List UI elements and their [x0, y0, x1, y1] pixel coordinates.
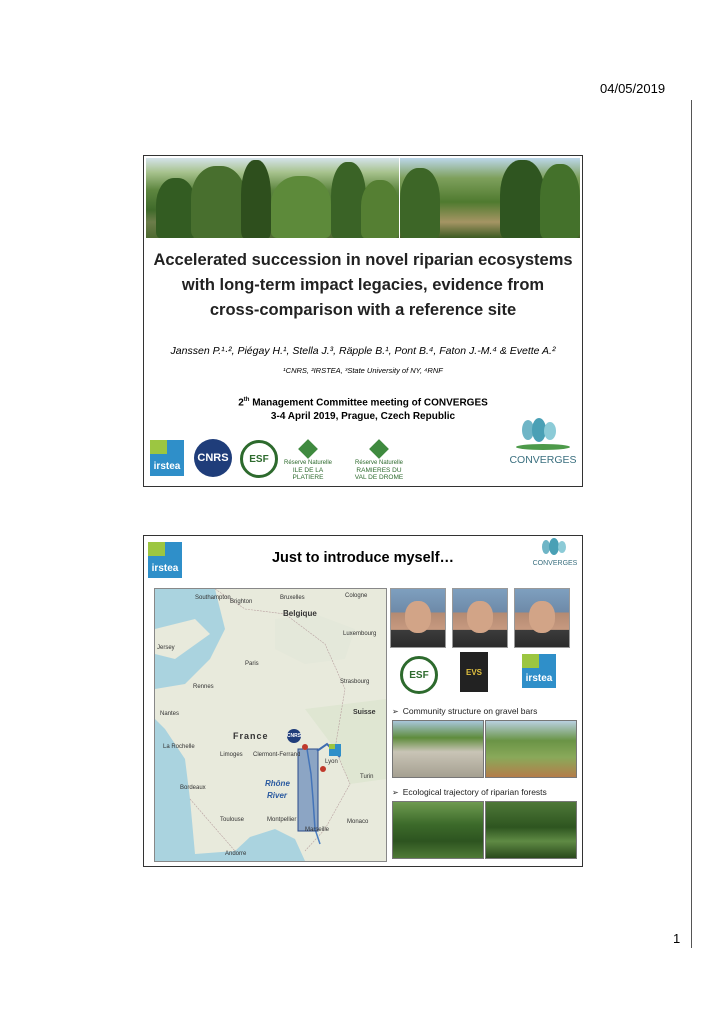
talk-title-line: cross-comparison with a reference site: [209, 301, 517, 319]
map-label: Belgique: [283, 609, 317, 618]
map-label: Luxembourg: [343, 631, 377, 637]
map-country-label: France: [233, 731, 269, 741]
riparian-forest-photo-left: [146, 158, 399, 238]
esf-logo: ESF: [400, 656, 438, 694]
bullet-item: ➢ Community structure on gravel bars: [392, 706, 538, 716]
irstea-logo: irstea: [150, 440, 184, 476]
ramieres-logo: Réserve Naturelle RAMIERES DU VAL DE DROME: [349, 442, 409, 482]
map-label: Bordeaux: [180, 785, 206, 791]
map-label: Brighton: [230, 599, 253, 605]
map-label: Montpellier: [267, 817, 297, 823]
talk-title-line: with long-term impact legacies, evidence from: [181, 276, 545, 294]
map-label: Andorre: [225, 851, 247, 857]
river-label: River: [267, 791, 288, 800]
map-label: Marseille: [305, 827, 330, 833]
map-label: Nantes: [160, 711, 180, 717]
slide-2: [143, 535, 583, 867]
gravel-bar-photo: [485, 720, 577, 778]
page-number: 1: [673, 931, 681, 946]
irstea-map-marker: [329, 744, 341, 756]
irstea-logo: irstea: [148, 542, 182, 578]
platiere-logo: Réserve Naturelle ILE DE LA PLATIERE: [282, 442, 334, 480]
converges-logo: CONVERGES: [532, 538, 578, 580]
map-label: Jersey: [157, 645, 175, 651]
converges-logo: CONVERGES: [506, 418, 580, 482]
cnrs-map-marker: CNRS: [287, 729, 301, 743]
map-label: Clermont-Ferrand: [253, 752, 301, 758]
map-label: Strasbourg: [340, 679, 370, 685]
map-label: Cologne: [345, 593, 368, 599]
riparian-forest-photo: [485, 801, 577, 859]
page-date: 04/05/2019: [600, 81, 666, 96]
esf-logo: ESF: [240, 440, 278, 478]
map-label: Suisse: [353, 709, 376, 716]
arrow-bullet-icon: ➢: [392, 788, 399, 797]
margin-rule: [691, 100, 692, 948]
map-label: La Rochelle: [163, 744, 195, 750]
affiliations: ¹CNRS, ²IRSTEA, ³State University of NY, ⁴RNF: [283, 366, 443, 375]
gravel-bar-photo: [392, 720, 484, 778]
talk-title-line: Accelerated succession in novel riparian ecosystems: [153, 251, 573, 269]
portrait-photo: [452, 588, 508, 648]
map-label: Toulouse: [220, 817, 245, 823]
meeting-date-place: 3-4 April 2019, Prague, Czech Republic: [270, 411, 456, 423]
map-label: Bruxelles: [280, 595, 305, 601]
portrait-photo: [514, 588, 570, 648]
map-label: Turin: [360, 774, 374, 780]
star-icon: [298, 439, 318, 459]
map-label: Monaco: [347, 819, 369, 825]
map-label: Limoges: [220, 752, 243, 758]
map-label: Rennes: [193, 684, 214, 690]
map-label: Paris: [245, 661, 259, 667]
slide-title: Just to introduce myself…: [271, 550, 455, 566]
irstea-logo: irstea: [522, 654, 556, 688]
river-label: Rhône: [265, 779, 290, 788]
portrait-photo: [390, 588, 446, 648]
star-icon: [369, 439, 389, 459]
bullet-item: ➢ Ecological trajectory of riparian forests: [392, 787, 547, 797]
map-label: Southampton: [195, 595, 231, 601]
meeting-title: 2th Management Committee meeting of CONVERGES: [238, 397, 488, 409]
riparian-forest-photo: [392, 801, 484, 859]
map-label: Lyon: [325, 759, 338, 765]
arrow-bullet-icon: ➢: [392, 707, 399, 716]
evs-logo: EVS: [460, 652, 488, 692]
authors: Janssen P.¹·², Piégay H.¹, Stella J.³, Räpple B.¹, Pont B.⁴, Faton J.-M.⁴ & Evette A.²: [170, 345, 556, 357]
france-map: [154, 588, 387, 862]
riparian-forest-photo-right: [400, 158, 580, 238]
talk-title: [144, 248, 582, 323]
cnrs-logo: CNRS: [194, 439, 232, 477]
slide-1: [143, 155, 583, 487]
